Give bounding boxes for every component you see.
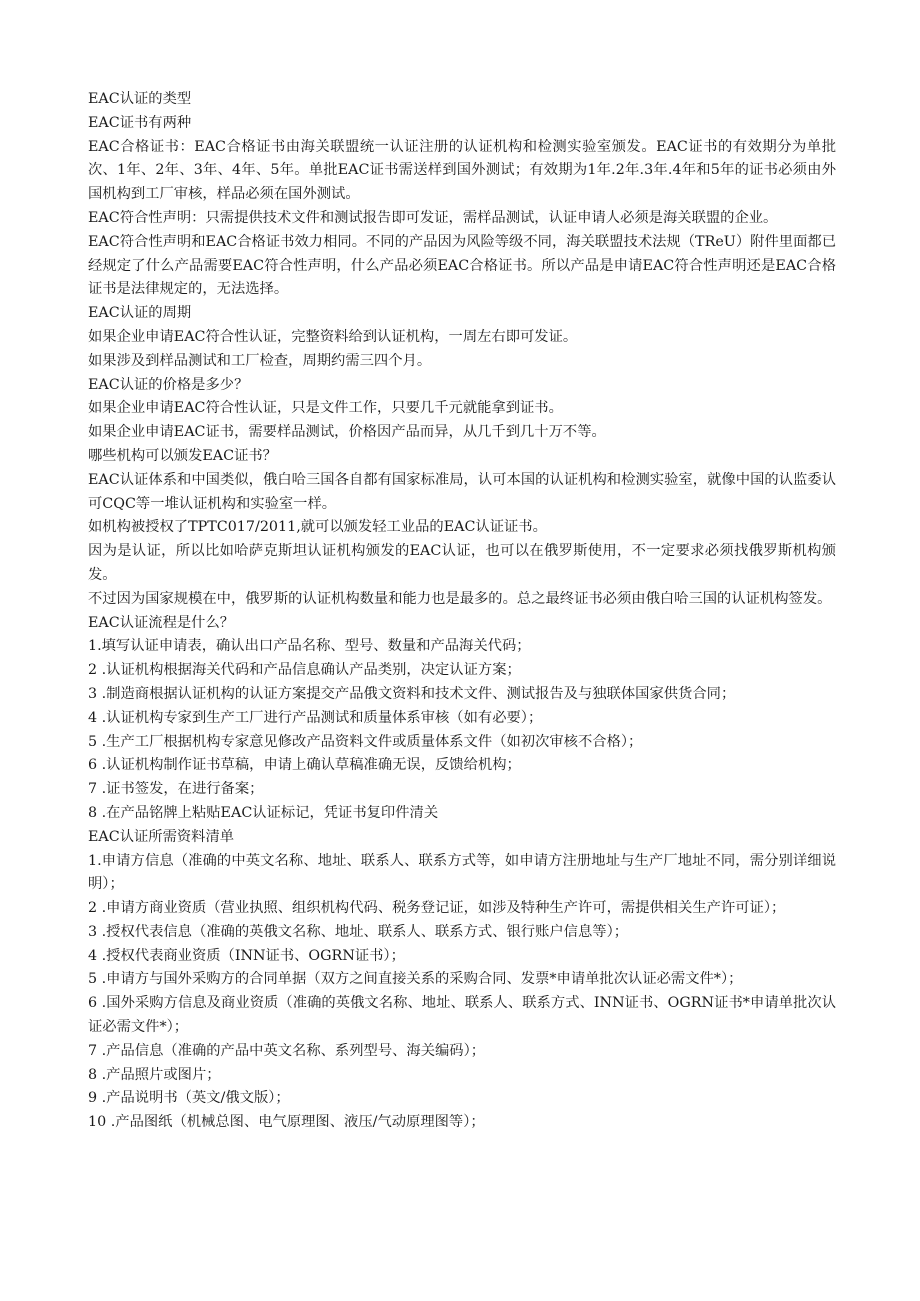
list-item: 5 .申请方与国外采购方的合同单据（双方之间直接关系的采购合同、发票*申请单批次认证必需文件*）； [88,971,743,988]
paragraph: 不过因为国家规模在中，俄罗斯的认证机构数量和能力也是最多的。总之最终证书必须由俄白哈三国的认证机构签发。 [88,590,832,607]
paragraph: EAC符合性声明：只需提供技术文件和测试报告即可发证，需样品测试，认证申请人必须是海关联盟的企业。 [88,209,778,226]
paragraph: EAC认证体系和中国类似，俄白哈三国各自都有国家标准局，认可本国的认证机构和检测实验室，就像中国的认监委认可CQC等一堆认证机构和实验室一样。 [88,471,836,512]
paragraph: 如果企业申请EAC符合性认证，只是文件工作，只要几千元就能拿到证书。 [88,400,563,417]
list-item: 6 .国外采购方信息及商业资质（准确的英俄文名称、地址、联系人、联系方式、INN证书、OGRN证书*申请单批次认证必需文件*）； [88,995,836,1036]
paragraph: 如果涉及到样品测试和工厂检查，周期约需三四个月。 [88,352,432,369]
list-item: 3 .制造商根据认证机构的认证方案提交产品俄文资料和技术文件、测试报告及与独联体国家供货合同； [88,685,736,702]
paragraph: 如机构被授权了TPTC017/2011,就可以颁发轻工业品的EAC认证证书。 [88,519,547,536]
heading-eac-process: EAC认证流程是什么？ [88,614,235,631]
list-item: 7 .证书签发，在进行备案； [88,781,264,798]
list-item: 4 .认证机构专家到生产工厂进行产品测试和质量体系审核（如有必要）； [88,709,543,726]
list-item: 1.填写认证申请表，确认出口产品名称、型号、数量和产品海关代码； [88,638,531,655]
list-item: 2 .申请方商业资质（营业执照、组织机构代码、税务登记证，如涉及特种生产许可，需提供相关生产许可证）； [88,900,786,917]
paragraph: EAC符合性声明和EAC合格证书效力相同。不同的产品因为风险等级不同，海关联盟技术法规（TReU）附件里面都已经规定了什么产品需要EAC符合性声明，什么产品必须EAC合格证书。所以产品是申请EAC符合性声明还是EAC合格证书是法律规定的，无法选择。 [88,233,836,298]
paragraph: 如果企业申请EAC符合性认证，完整资料给到认证机构，一周左右即可发证。 [88,328,578,345]
heading-eac-issuers: 哪些机构可以颁发EAC证书？ [88,447,277,464]
list-item: 2 .认证机构根据海关代码和产品信息确认产品类别，决定认证方案； [88,662,521,679]
list-item: 6 .认证机构制作证书草稿，申请上确认草稿准确无误，反馈给机构； [88,757,521,774]
paragraph: EAC证书有两种 [88,114,192,131]
list-item: 8 .在产品铭牌上粘贴EAC认证标记，凭证书复印件清关 [88,804,439,821]
paragraph: EAC合格证书：EAC合格证书由海关联盟统一认证注册的认证机构和检测实验室颁发。EAC证书的有效期分为单批次、1年、2年、3年、4年、5年。单批EAC证书需送样到国外测试；有效期为1年.2年.3年.4年和5年的证书必须由外国机构到工厂审核，样品必须在国外测试。 [88,138,836,203]
list-item: 7 .产品信息（准确的产品中英文名称、系列型号、海关编码）； [88,1042,486,1059]
list-item: 4 .授权代表商业资质（INN证书、OGRN证书）； [88,947,405,964]
list-item: 10 .产品图纸（机械总图、电气原理图、液压/气动原理图等）； [88,1114,485,1131]
heading-eac-documents: EAC认证所需资料清单 [88,828,235,845]
heading-eac-price: EAC认证的价格是多少？ [88,376,249,393]
document-body [88,88,836,1135]
heading-eac-cycle: EAC认证的周期 [88,305,192,322]
heading-eac-types: EAC认证的类型 [88,91,192,107]
paragraph: 如果企业申请EAC证书，需要样品测试，价格因产品而异，从几千到几十万不等。 [88,424,606,441]
list-item: 5 .生产工厂根据机构专家意见修改产品资料文件或质量体系文件（如初次审核不合格）； [88,733,643,750]
list-item: 1.申请方信息（准确的中英文名称、地址、联系人、联系方式等，如申请方注册地址与生产厂地址不同，需分别详细说明）； [88,852,836,893]
list-item: 3 .授权代表信息（准确的英俄文名称、地址、联系人、联系方式、银行账户信息等）； [88,923,629,940]
paragraph: 因为是认证，所以比如哈萨克斯坦认证机构颁发的EAC认证，也可以在俄罗斯使用，不一定要求必须找俄罗斯机构颁发。 [88,543,836,583]
list-item: 8 .产品照片或图片； [88,1066,221,1083]
list-item: 9 .产品说明书（英文/俄文版）； [88,1090,290,1107]
